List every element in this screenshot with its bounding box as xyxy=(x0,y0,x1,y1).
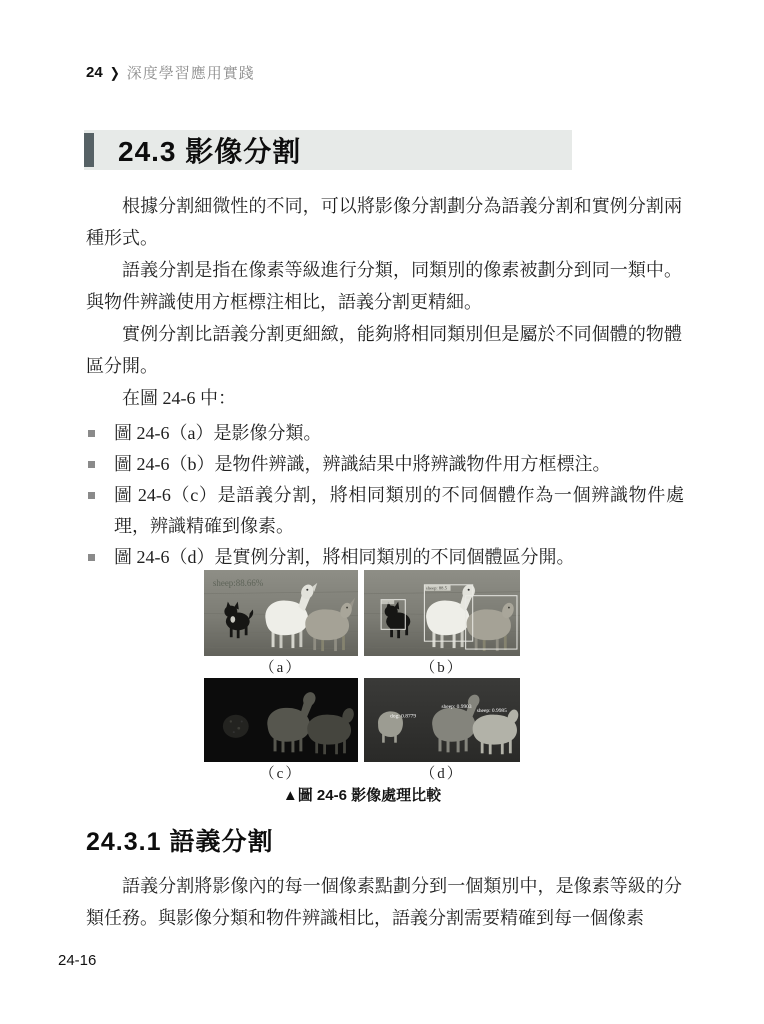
bullet-square-icon xyxy=(88,492,95,499)
list-item xyxy=(86,449,684,480)
classification-score-label: sheep:88.66% xyxy=(212,577,264,588)
paragraph-3: 實例分割比語義分割更細緻，能夠將相同類別但是屬於不同個體的物體區分開。 xyxy=(86,324,682,376)
page-number: 24-16 xyxy=(58,952,97,969)
list-item xyxy=(86,542,684,573)
dog-box-label-strip xyxy=(381,600,394,604)
sheep2-score-label: sheep: 0.9985 xyxy=(476,707,507,714)
panel-d-letter: （d） xyxy=(420,766,464,782)
section-title: 24.3 影像分割 xyxy=(118,136,302,167)
paragraph-4: 在圖 24-6 中： xyxy=(122,388,236,408)
dog-mask xyxy=(223,715,249,738)
paragraph-5: 語義分割將影像內的每一個像素點劃分到一個類別中，是像素等級的分類任務。與影像分類和物件辨識相比，語義分割需要精確到每一個像素 xyxy=(86,876,682,928)
bullet-list xyxy=(86,418,684,573)
figure-panel-b-image xyxy=(364,570,520,656)
list-item xyxy=(86,418,684,449)
panel-c-letter: （c） xyxy=(259,766,303,782)
panel-b-letter: （b） xyxy=(420,660,464,676)
list-item-text: 圖 24-6（d）是實例分割，將相同類別的不同個體區分開。 xyxy=(114,547,575,567)
section-heading-band xyxy=(84,130,572,170)
running-head xyxy=(86,62,255,83)
figure-caption: ▲圖 24-6 影像處理比較 xyxy=(282,787,442,804)
figure-panel-a-image xyxy=(204,570,358,656)
list-item-text: 圖 24-6（c）是語義分割，將相同類別的不同個體作為一個辨識物件處理，辨識精確到像素。 xyxy=(114,485,684,536)
detection-score-label: sheep: 88.5 xyxy=(425,585,447,591)
list-item-text: 圖 24-6（a）是影像分類。 xyxy=(114,423,322,443)
chapter-title: 深度學習應用實踐 xyxy=(126,65,255,82)
panel-a-letter: （a） xyxy=(259,660,303,676)
bullet-square-icon xyxy=(88,461,95,468)
subsection-title: 24.3.1 語義分割 xyxy=(86,828,274,856)
paragraph-1: 根據分割細微性的不同，可以將影像分割劃分為語義分割和實例分割兩種形式。 xyxy=(86,196,682,248)
chapter-number: 24 xyxy=(86,64,103,81)
bullet-square-icon xyxy=(88,430,95,437)
list-item xyxy=(86,480,684,542)
figure-panel-d-image xyxy=(364,678,520,762)
dog-score-label: dog: 0.8779 xyxy=(390,713,417,720)
figure-panel-c-image xyxy=(204,678,358,762)
list-item-text: 圖 24-6（b）是物件辨識，辨識結果中將辨識物件用方框標注。 xyxy=(114,454,611,474)
bullet-square-icon xyxy=(88,554,95,561)
chevron-right-icon: ❯ xyxy=(109,64,120,81)
paragraph-2: 語義分割是指在像素等級進行分類，同類別的像素被劃分到同一類中。與物件辨識使用方框標注相比，語義分割更精細。 xyxy=(86,260,682,312)
sheep1-score-label: sheep: 0.9903 xyxy=(441,704,472,710)
heading-accent-bar xyxy=(84,133,94,167)
